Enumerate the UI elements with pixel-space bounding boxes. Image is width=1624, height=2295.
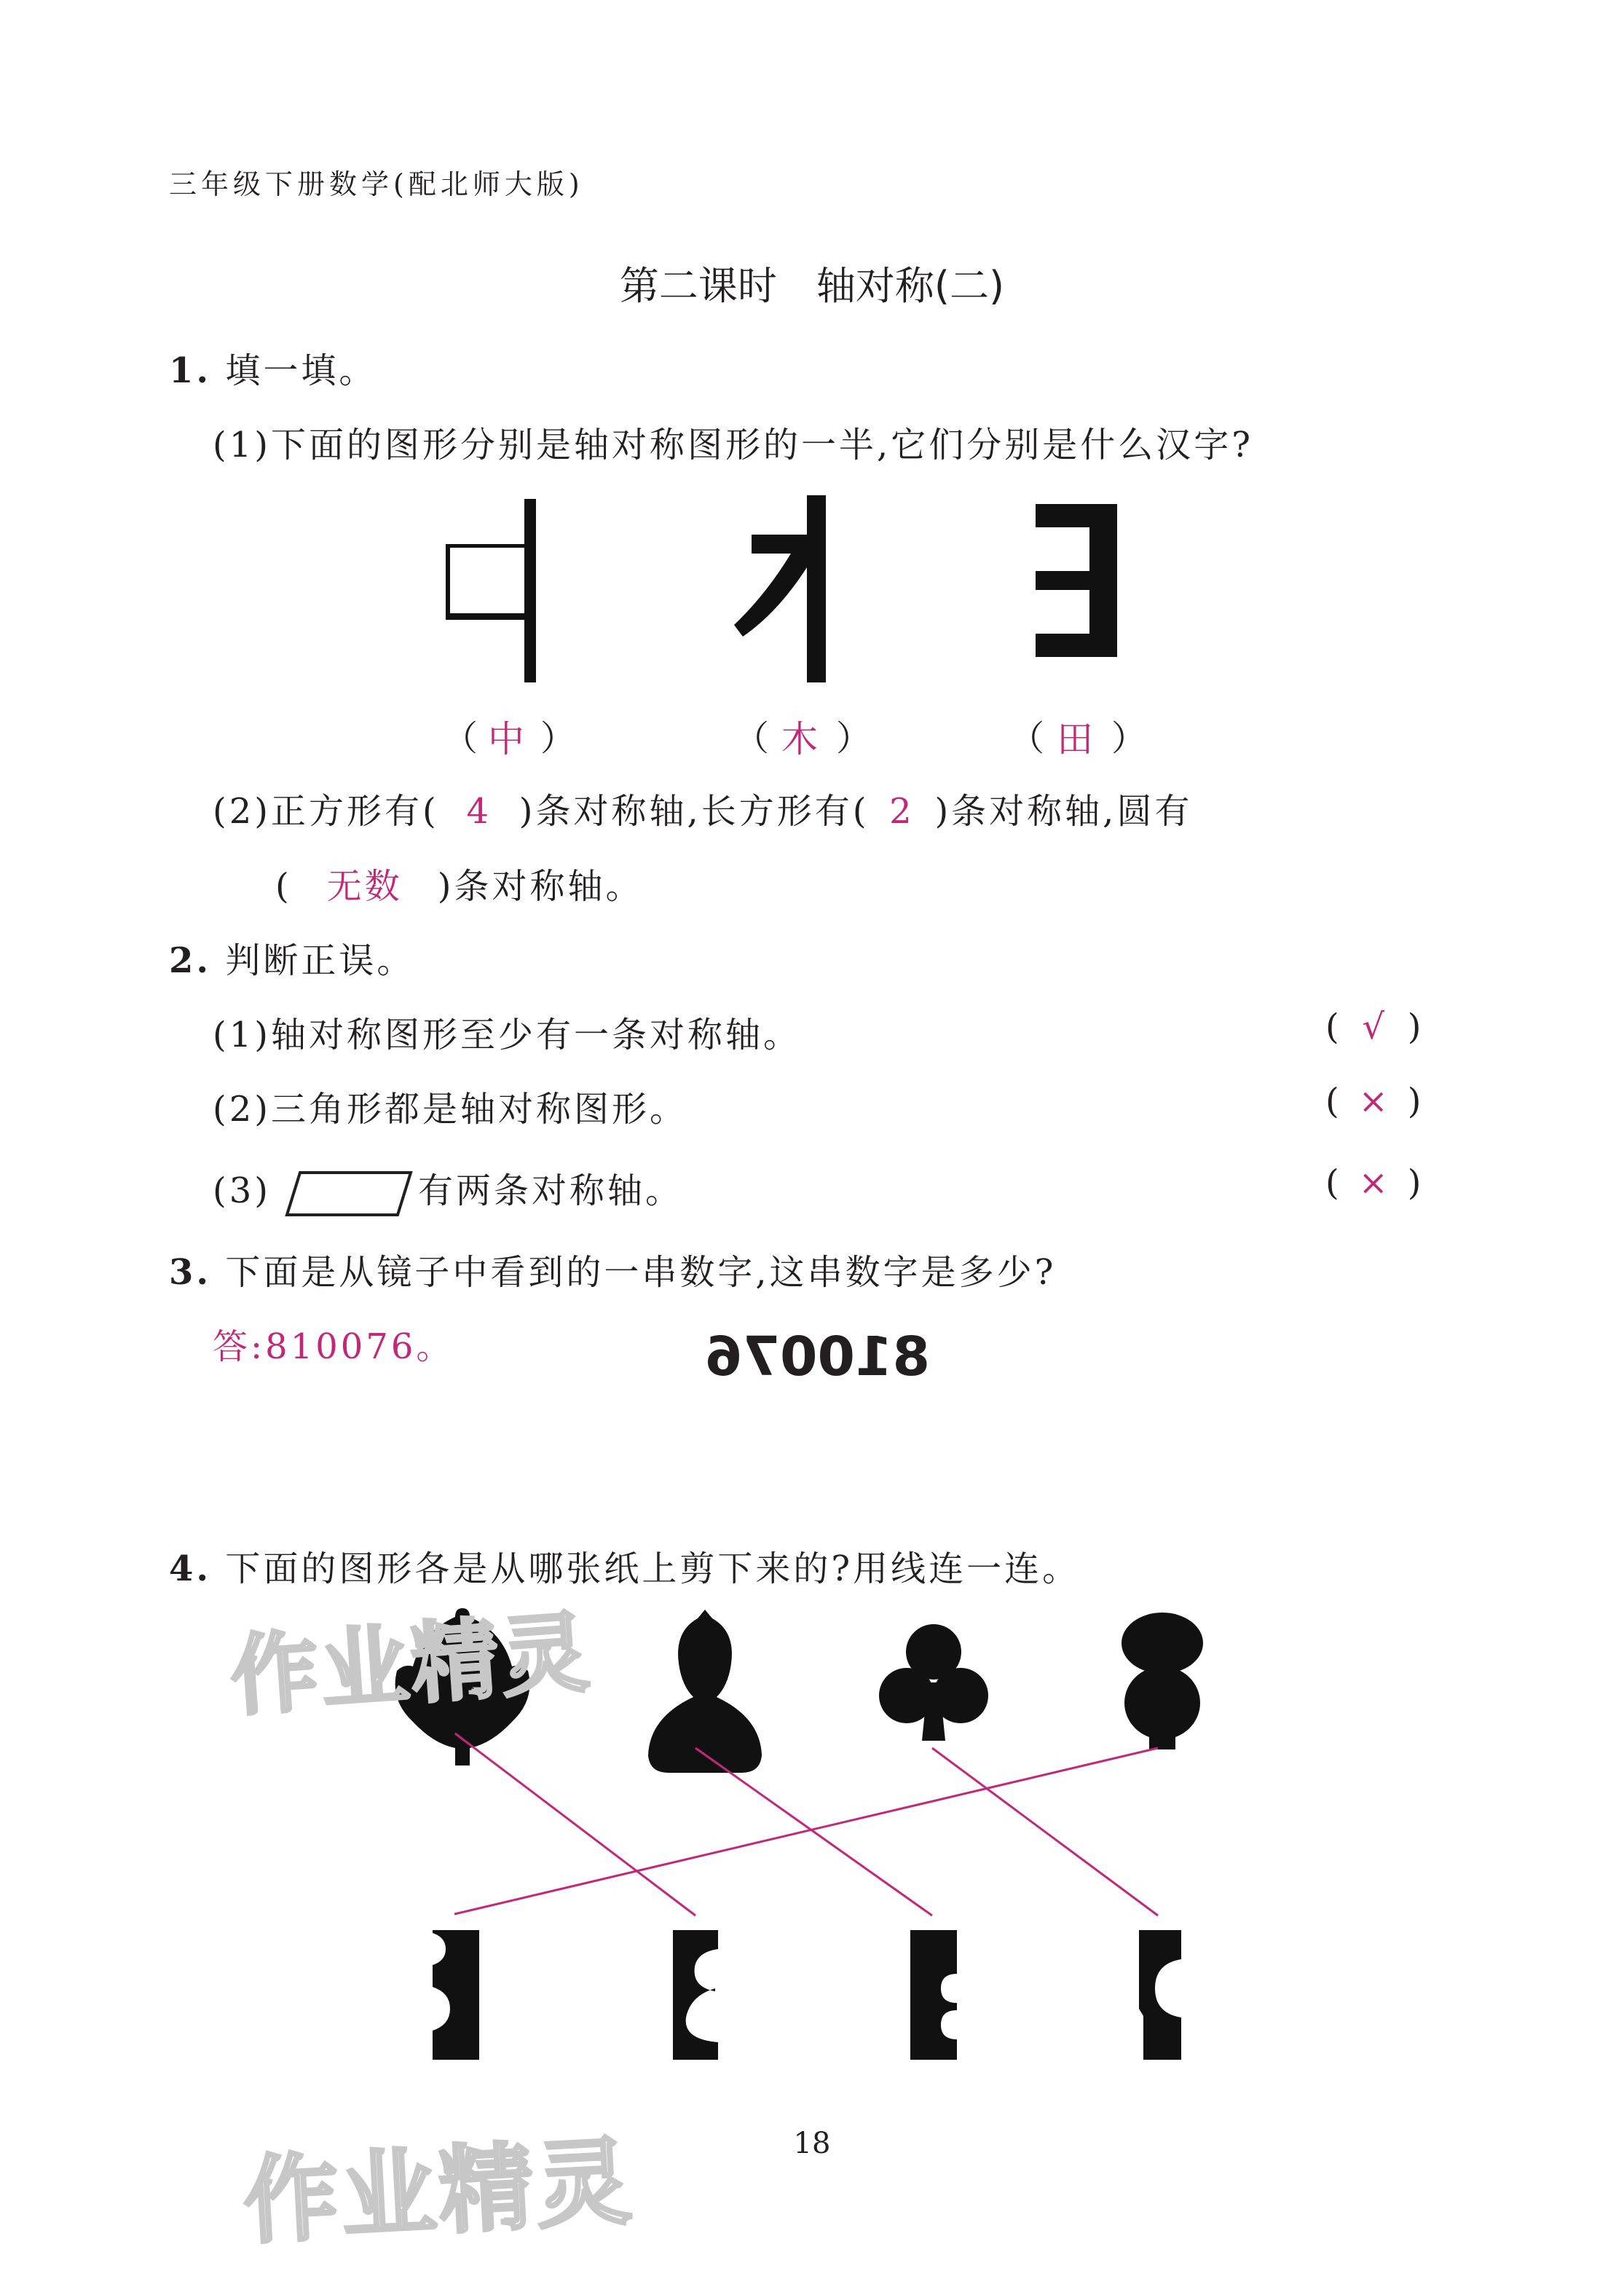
- q4-text: 下面的图形各是从哪张纸上剪下来的?用线连一连。: [225, 1548, 1081, 1589]
- q1-number: 1.: [169, 350, 212, 391]
- q2-mark-3: ( × ): [1325, 1162, 1424, 1203]
- q1-sub2-line2: ( 无数 )条对称轴。: [275, 858, 643, 908]
- q2-item-2: (2)三角形都是轴对称图形。: [213, 1089, 687, 1130]
- shape-club: [879, 1624, 988, 1741]
- answer-2: 木: [781, 718, 818, 760]
- q4-number: 4.: [169, 1548, 212, 1589]
- answer-3: 田: [1057, 718, 1093, 760]
- half-characters-figure: [437, 495, 1136, 685]
- sub2-answer-rect: 2: [889, 791, 915, 832]
- q1-sub1: (1)下面的图形分别是轴对称图形的一半,它们分别是什么汉字?: [213, 425, 1253, 465]
- shape-double-gourd: [1122, 1613, 1203, 1749]
- paper-strip-4: [1139, 1930, 1181, 2060]
- half-char-zhong: [446, 499, 536, 682]
- answer-1: 中: [488, 718, 524, 760]
- q3-text: 下面是从镜子中看到的一串数字,这串数字是多少?: [225, 1252, 1057, 1293]
- page-number: 18: [793, 2127, 831, 2160]
- paper-strip-3: [910, 1930, 957, 2060]
- q2-number: 2.: [169, 940, 212, 981]
- q2-text: 判断正误。: [225, 940, 415, 981]
- q1-text: 填一填。: [225, 350, 377, 391]
- half-char-mu: [734, 495, 826, 682]
- q1-heading: [169, 342, 377, 393]
- lesson-title: 第二课时 轴对称(二): [619, 263, 1005, 309]
- q3-number: 3.: [169, 1252, 212, 1293]
- paper-strip-2: [673, 1930, 718, 2060]
- parallelogram-shape: [275, 1168, 414, 1219]
- sub2-answer-square: 4: [466, 791, 492, 832]
- book-header: 三年级下册数学(配北师大版): [169, 168, 584, 200]
- match-lines: [454, 1733, 1158, 1916]
- watermark-top: 作业精灵: [227, 1602, 595, 1729]
- watermark-bottom: 作业精灵: [240, 2126, 637, 2257]
- q2-mark-1: ( √ ): [1325, 1007, 1424, 1047]
- q1-sub2-line1: (2)正方形有( 4 )条对称轴,长方形有( 2 )条对称轴,圆有: [213, 791, 1193, 832]
- q4-heading: [169, 1540, 1080, 1591]
- shape-gourd: [648, 1610, 762, 1773]
- q2-heading: [169, 932, 414, 983]
- q3-heading: [169, 1244, 1056, 1294]
- paper-strip-1: [433, 1930, 479, 2060]
- q2-mark-2: ( × ): [1325, 1081, 1424, 1122]
- q3-answer: 答:810076。: [213, 1326, 454, 1367]
- half-char-tian: [1036, 504, 1117, 657]
- sub2-answer-circle: 无数: [326, 866, 403, 907]
- mirrored-digits: 810076: [705, 1326, 930, 1388]
- q2-item-3: (3) 有两条对称轴。: [213, 1162, 683, 1219]
- q2-item-1: (1)轴对称图形至少有一条对称轴。: [213, 1015, 801, 1055]
